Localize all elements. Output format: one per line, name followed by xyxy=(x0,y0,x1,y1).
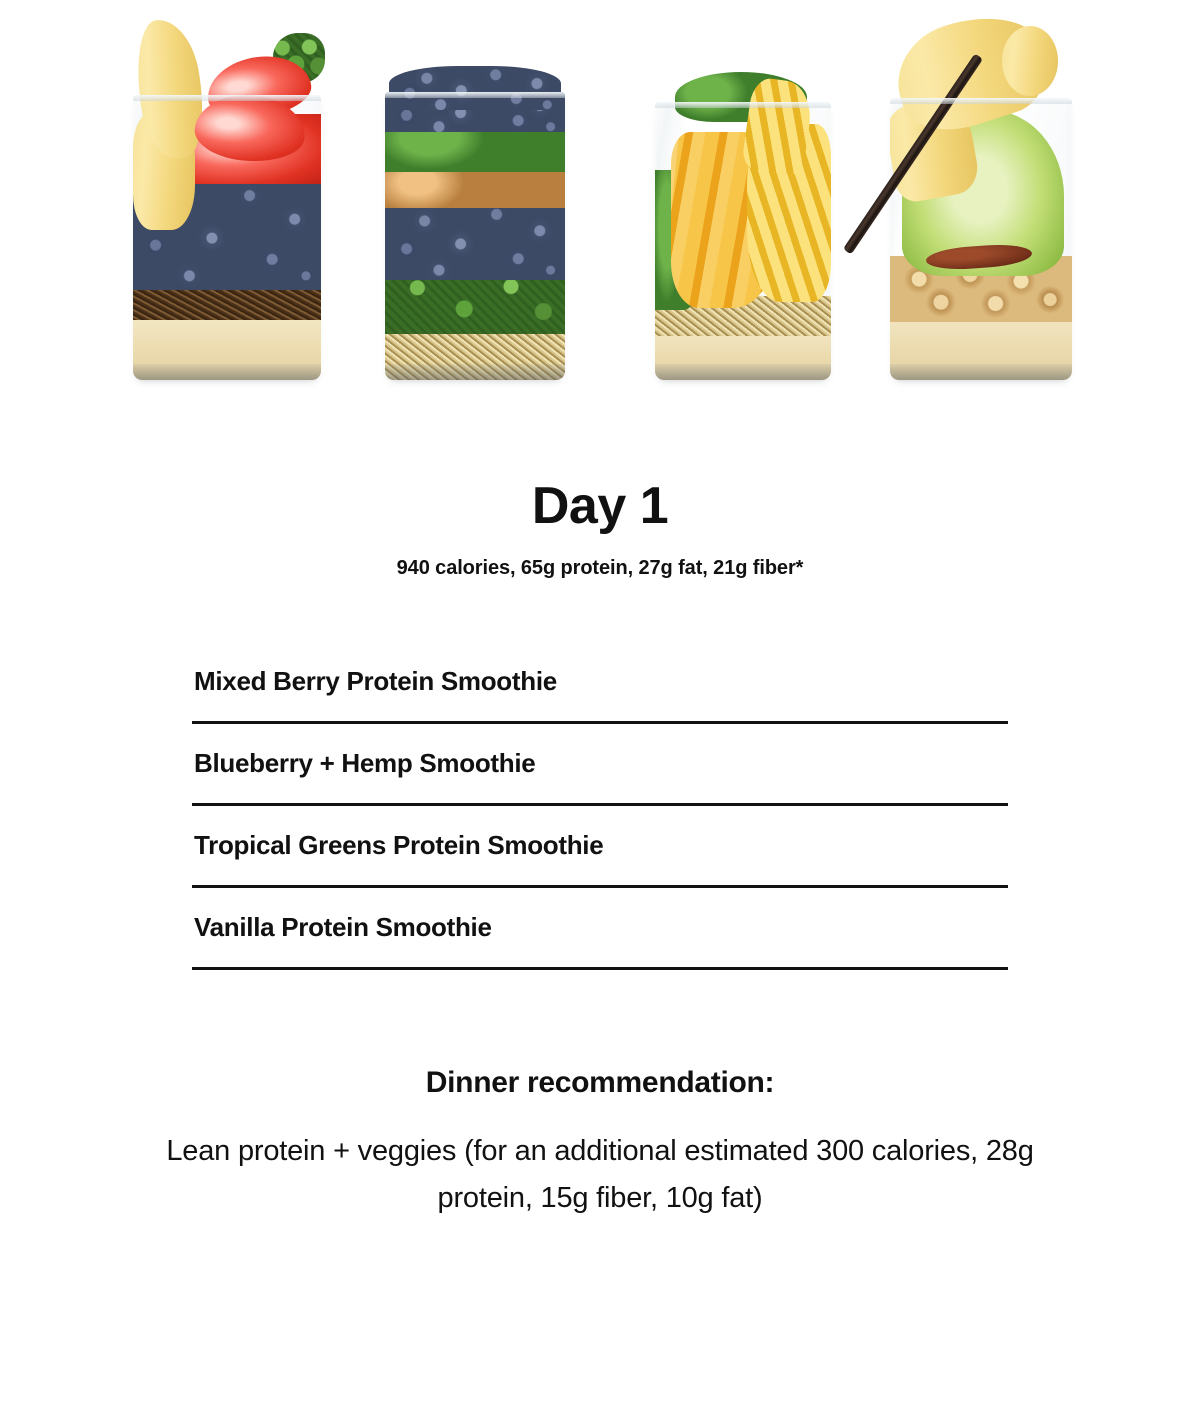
smoothie-glass-mixed-berry xyxy=(133,95,321,380)
dinner-recommendation-body: Lean protein + veggies (for an additional estimated 300 calories, 28g protein, 15g fiber, 10g fat) xyxy=(166,1135,1034,1215)
blueberry-topper-icon xyxy=(389,66,561,110)
glass-rim xyxy=(133,95,321,101)
layer-blueberries xyxy=(385,198,565,280)
smoothie-glass-tropical-greens xyxy=(655,102,831,380)
list-item[interactable]: Blueberry + Hemp Smoothie xyxy=(192,748,1008,806)
glass-rim xyxy=(890,98,1072,104)
layer-hemp-seeds xyxy=(385,328,565,380)
glass-rim xyxy=(385,92,565,98)
day-macros-summary: 940 calories, 65g protein, 27g fat, 21g fiber* xyxy=(396,557,804,580)
smoothie-glass-blueberry-hemp xyxy=(385,92,565,380)
hero-image-strip xyxy=(0,0,1200,420)
page-title: Day 1 xyxy=(531,477,669,535)
list-item[interactable]: Tropical Greens Protein Smoothie xyxy=(192,830,1008,888)
day-content xyxy=(0,478,1200,1222)
smoothie-glass-vanilla xyxy=(890,98,1072,380)
smoothie-list xyxy=(192,666,1008,970)
list-item[interactable]: Mixed Berry Protein Smoothie xyxy=(192,666,1008,724)
layer-cream-base xyxy=(133,312,321,380)
list-item[interactable]: Vanilla Protein Smoothie xyxy=(192,912,1008,970)
dinner-recommendation-heading: Dinner recommendation: xyxy=(425,1066,775,1100)
glass-rim xyxy=(655,102,831,108)
banana-slice-icon xyxy=(1002,26,1058,96)
